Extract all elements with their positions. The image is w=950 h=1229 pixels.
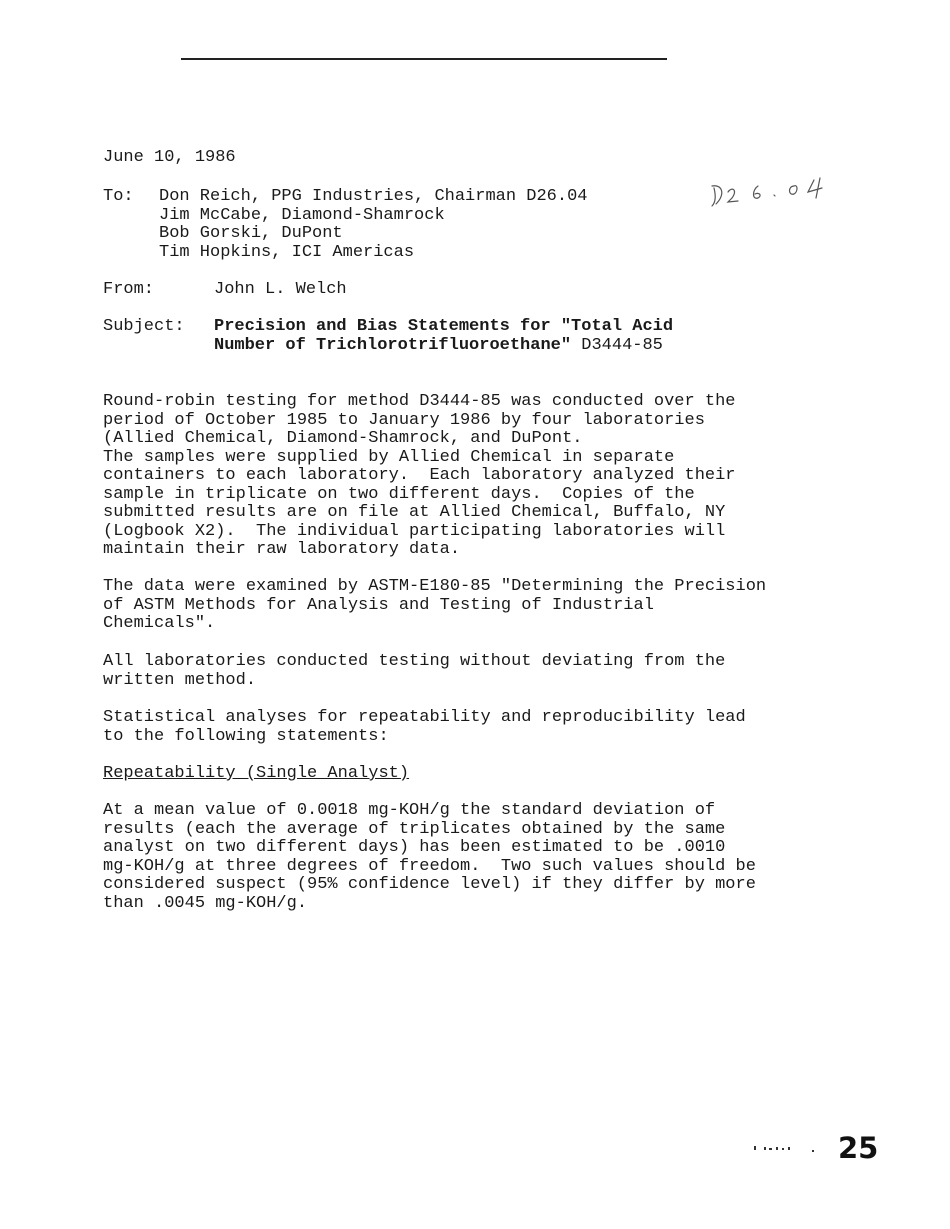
text-line: submitted results are on file at Allied Chemical, Buffalo, NY [103, 503, 726, 522]
paragraph-repeatability [103, 802, 756, 913]
top-rule [181, 58, 667, 60]
text-line: mg-KOH/g at three degrees of freedom. Two such values should be [103, 856, 756, 876]
paragraph-testing-method [103, 653, 725, 690]
text-line: than .0045 mg-KOH/g. [103, 893, 308, 913]
text-line: containers to each laboratory. Each laboratory analyzed their [103, 466, 736, 485]
subject-label: Subject: [103, 317, 185, 336]
subject-line-bold: Precision and Bias Statements for "Total Acid [214, 317, 674, 336]
from-value: John L. Welch [214, 280, 347, 299]
recipient-list [159, 188, 587, 262]
text-line: (Allied Chemical, Diamond-Shamrock, and DuPont. [103, 429, 583, 448]
memo-date: June 10, 1986 [103, 148, 236, 167]
text-line: of ASTM Methods for Analysis and Testing of Industrial [103, 595, 654, 615]
subject-line [214, 318, 673, 337]
page-number: 25 [838, 1131, 879, 1165]
text-line: sample in triplicate on two different days. Copies of the [103, 484, 695, 504]
text-line: written method. [103, 670, 257, 690]
from-label: From: [103, 280, 155, 299]
recipient: Don Reich, PPG Industries, Chairman D26.04 [159, 187, 588, 206]
subject-line [214, 337, 673, 356]
handwritten-note [708, 174, 838, 210]
text-line: results (each the average of triplicates obtained by the same [103, 819, 726, 839]
subject-value [214, 318, 673, 355]
paragraph-data-examined [103, 578, 766, 634]
smudge-marks [750, 1141, 820, 1155]
paragraph-round-robin [103, 393, 736, 560]
text-line: Chemicals". [103, 614, 216, 633]
recipient: Tim Hopkins, ICI Americas [159, 242, 415, 262]
text-line: period of October 1985 to January 1986 by four laboratories [103, 410, 705, 430]
text-line: Statistical analyses for repeatability and reproducibility lead [103, 708, 746, 727]
text-line: Round-robin testing for method D3444-85 was conducted over the [103, 392, 736, 411]
text-line: (Logbook X2). The individual participating laboratories will [103, 521, 726, 541]
text-line: maintain their raw laboratory data. [103, 540, 461, 559]
text-line: The samples were supplied by Allied Chemical in separate [103, 447, 675, 467]
recipient: Jim McCabe, Diamond-Shamrock [159, 205, 445, 225]
subject-line-plain: D3444-85 [571, 335, 663, 355]
paragraph-statistical-analyses [103, 709, 746, 746]
section-heading-repeatability: Repeatability (Single Analyst) [103, 764, 410, 783]
to-label: To: [103, 187, 134, 206]
subject-line-bold: Number of Trichlorotrifluoroethane" [214, 335, 572, 355]
text-line: All laboratories conducted testing without deviating from the [103, 652, 726, 671]
text-line: The data were examined by ASTM-E180-85 "Determining the Precision [103, 577, 767, 596]
text-line: analyst on two different days) has been estimated to be .0010 [103, 838, 726, 857]
text-line: to the following statements: [103, 726, 389, 746]
recipient: Bob Gorski, DuPont [159, 224, 343, 243]
text-line: considered suspect (95% confidence level) if they differ by more [103, 875, 756, 894]
text-line: At a mean value of 0.0018 mg-KOH/g the standard deviation of [103, 801, 716, 820]
